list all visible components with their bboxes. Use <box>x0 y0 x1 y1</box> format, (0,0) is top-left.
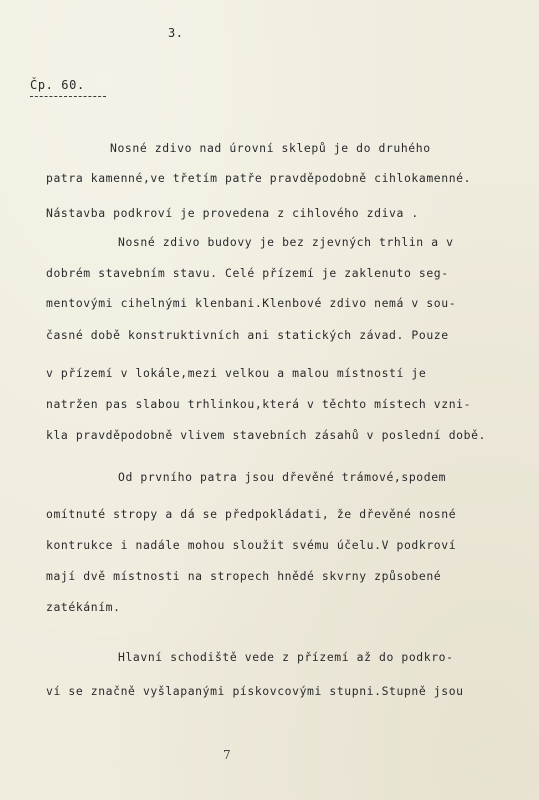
text-line: časné době konstruktivních ani statických závad. Pouze <box>46 328 449 342</box>
text-line: zatékáním. <box>46 600 121 614</box>
page-number-top: 3. <box>168 26 184 40</box>
text-line: kla pravděpodobně vlivem stavebních zásahů v poslední době. <box>46 428 487 442</box>
text-line: Nosné zdivo nad úrovní sklepů je do druhého <box>110 141 431 155</box>
text-line: ví se značně vyšlapanými pískovcovými stupni.Stupně jsou <box>46 684 464 698</box>
heading-underline <box>30 96 106 97</box>
text-line: mají dvě místnosti na stropech hnědé skvrny způsobené <box>46 569 442 583</box>
text-line: v přízemí v lokále,mezi velkou a malou místností je <box>46 366 427 380</box>
page-number-bottom: 7 <box>223 748 231 762</box>
text-line: natržen pas slabou trhlinkou,která v těchto místech vzni- <box>46 397 472 411</box>
text-line: patra kamenné,ve třetím patře pravděpodobně cihlokamenné. <box>46 171 472 185</box>
text-line: dobrém stavebním stavu. Celé přízemí je zaklenuto seg- <box>46 266 449 280</box>
text-line: Nosné zdivo budovy je bez zjevných trhlin a v <box>118 235 454 249</box>
text-line: mentovými cihelnými klenbani.Klenbové zdivo nemá v sou- <box>46 296 457 310</box>
section-heading: Čp. 60. <box>30 78 85 92</box>
text-line: Nástavba podkroví je provedena z cihlového zdiva . <box>46 206 419 220</box>
text-line: omítnuté stropy a dá se předpokládati, že dřevěné nosné <box>46 507 457 521</box>
text-line: Od prvního patra jsou dřevěné trámové,spodem <box>118 470 447 484</box>
text-line: kontrukce i nadále mohou sloužit svému účelu.V podkroví <box>46 538 457 552</box>
text-line: Hlavní schodiště vede z přízemí až do podkro- <box>118 650 454 664</box>
